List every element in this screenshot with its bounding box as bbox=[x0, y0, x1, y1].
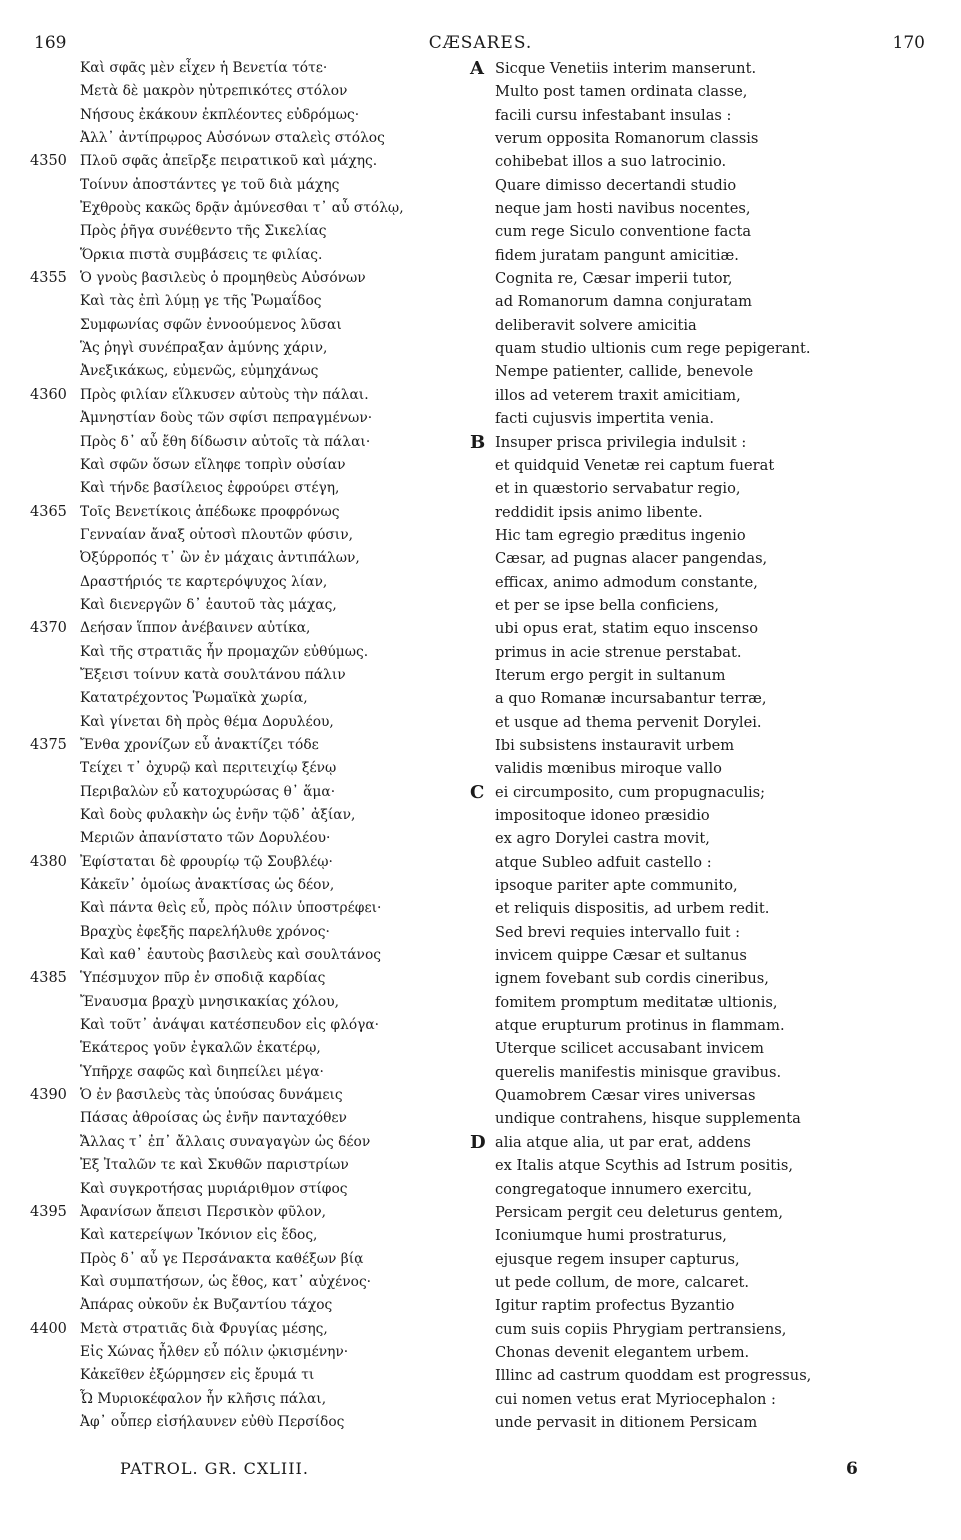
line-text: Πάσας ἀθροίσας ὡς ἐνῆν πανταχόθεν bbox=[80, 1110, 347, 1127]
line-text: Μεριῶν ἀπανίστατο τῶν Δορυλέου· bbox=[80, 830, 331, 847]
latin-verse-line bbox=[470, 360, 940, 383]
line-text: efficax, animo admodum constante, bbox=[495, 573, 758, 591]
line-text: Ἀπάρας οὐκοῦν ἐκ Βυζαντίου τάχος bbox=[80, 1297, 333, 1314]
line-text: Ἄλλας τ᾽ ἐπ᾽ ἄλλαις συναγαγὼν ὡς δέον bbox=[80, 1133, 371, 1150]
running-title: CÆSARES. bbox=[428, 33, 533, 53]
latin-verse-line bbox=[470, 244, 940, 267]
line-text: Καὶ γίνεται δὴ πρὸς θέμα Δορυλέου, bbox=[80, 713, 334, 730]
greek-verse-line bbox=[30, 290, 475, 313]
latin-verse-line bbox=[470, 1294, 940, 1317]
line-text: facili cursu infestabant insulas : bbox=[495, 106, 732, 124]
greek-verse-line bbox=[30, 1084, 475, 1107]
latin-verse-line bbox=[470, 1341, 940, 1364]
latin-verse-line bbox=[470, 617, 940, 640]
latin-verse-line bbox=[470, 1248, 940, 1271]
line-text: Δεήσαν ἵππον ἀνέβαινεν αὐτίκα, bbox=[80, 620, 311, 637]
line-text: Quamobrem Cæsar vires universas bbox=[495, 1087, 756, 1105]
greek-verse-line bbox=[30, 897, 475, 920]
line-text: Igitur raptim profectus Byzantio bbox=[495, 1297, 735, 1315]
greek-verse-line bbox=[30, 1411, 475, 1434]
verse-number: 4375 bbox=[30, 736, 67, 753]
greek-verse-line bbox=[30, 1061, 475, 1084]
line-text: Iterum ergo pergit in sultanum bbox=[495, 666, 726, 684]
latin-verse-line bbox=[470, 547, 940, 570]
line-text: primus in acie strenue perstabat. bbox=[495, 643, 742, 661]
greek-verse-line bbox=[30, 757, 475, 780]
line-text: Ἀμνηστίαν δοὺς τῶν σφίσι πεπραγμένων· bbox=[80, 410, 373, 427]
line-text: validis mœnibus miroque vallo bbox=[495, 760, 722, 778]
line-text: quam studio ultionis cum rege pepigerant. bbox=[495, 340, 811, 358]
latin-verse-line bbox=[470, 687, 940, 710]
line-text: Συμφωνίας σφῶν ἐννοούμενος λῦσαι bbox=[80, 316, 342, 333]
line-text: Καὶ καθ᾽ ἑαυτοὺς βασιλεὺς καὶ σουλτάνος bbox=[80, 947, 381, 964]
line-text: Iconiumque humi prostraturus, bbox=[495, 1227, 727, 1245]
line-text: querelis manifestis minisque gravibus. bbox=[495, 1063, 782, 1081]
greek-verse-line bbox=[30, 571, 475, 594]
latin-verse-line bbox=[470, 384, 940, 407]
greek-verse-line bbox=[30, 641, 475, 664]
line-text: reddidit ipsis animo libente. bbox=[495, 503, 703, 521]
line-text: atque erupturum protinus in flammam. bbox=[495, 1017, 785, 1035]
latin-verse-line bbox=[470, 220, 940, 243]
line-text: Τοίνυν ἀποστάντες γε τοῦ διὰ μάχης bbox=[80, 176, 340, 193]
line-text: Ἃς ῥηγὶ συνέπραξαν ἀμύνης χάριν, bbox=[80, 340, 328, 357]
greek-verse-line bbox=[30, 804, 475, 827]
greek-verse-line bbox=[30, 827, 475, 850]
greek-verse-line bbox=[30, 501, 475, 524]
line-text: Τείχει τ᾽ ὀχυρῷ καὶ περιτειχίῳ ξένῳ bbox=[80, 760, 337, 777]
line-text: Περιβαλὼν εὖ κατοχυρώσας θ᾽ ἅμα· bbox=[80, 783, 336, 800]
latin-verse-line bbox=[470, 1084, 940, 1107]
line-text: Cognita re, Cæsar imperii tutor, bbox=[495, 270, 733, 288]
line-text: Καὶ τῆς στρατιᾶς ἦν προμαχῶν εὐθύμως. bbox=[80, 643, 369, 660]
latin-verse-line bbox=[470, 1201, 940, 1224]
line-text: Καὶ κατερείψων Ἰκόνιον εἰς ἔδος, bbox=[80, 1227, 318, 1244]
greek-verse-line bbox=[30, 711, 475, 734]
footer-sheet-number: 6 bbox=[846, 1459, 858, 1479]
line-text: Καὶ τοῦτ᾽ ἀνάψαι κατέσπευδον εἰς φλόγα· bbox=[80, 1017, 380, 1034]
latin-verse-line bbox=[470, 337, 940, 360]
line-text: Sicque Venetiis interim manserunt. bbox=[495, 60, 757, 77]
line-text: deliberavit solvere amicitia bbox=[495, 316, 697, 334]
margin-letter: A bbox=[470, 58, 484, 79]
latin-verse-line bbox=[470, 874, 940, 897]
line-text: et in quæstorio servabatur regio, bbox=[495, 480, 741, 498]
margin-letter: B bbox=[470, 431, 486, 453]
greek-verse-line bbox=[30, 524, 475, 547]
greek-verse-line bbox=[30, 1271, 475, 1294]
line-text: Πρὸς δ᾽ αὖ γε Περσάνακτα καθέξων βίᾳ bbox=[80, 1250, 364, 1267]
greek-verse-line bbox=[30, 1107, 475, 1130]
line-text: Ἐφίσταται δὲ φρουρίῳ τῷ Σουβλέῳ· bbox=[80, 853, 333, 870]
greek-verse-line bbox=[30, 477, 475, 500]
latin-verse-line bbox=[470, 827, 940, 850]
line-text: Nempe patienter, callide, benevole bbox=[495, 363, 754, 381]
line-text: Πρὸς δ᾽ αὖ ἔθη δίδωσιν αὐτοῖς τὰ πάλαι· bbox=[80, 433, 371, 450]
latin-column bbox=[470, 57, 940, 1434]
line-text: ut pede collum, de more, calcaret. bbox=[495, 1273, 749, 1291]
greek-verse-line bbox=[30, 197, 475, 220]
line-text: Ἔνθα χρονίζων εὖ ἀνακτίζει τόδε bbox=[80, 736, 319, 753]
verse-number: 4365 bbox=[30, 503, 67, 520]
line-text: Sed brevi requies intervallo fuit : bbox=[495, 923, 741, 941]
line-text: et quidquid Venetæ rei captum fuerat bbox=[495, 456, 775, 474]
latin-verse-line bbox=[470, 57, 940, 80]
line-text: Ἀφ᾽ οὗπερ εἰσήλαυνεν εὐθὺ Περσίδος bbox=[80, 1413, 345, 1430]
left-page-number: 169 bbox=[34, 33, 67, 53]
line-text: et reliquis dispositis, ad urbem redit. bbox=[495, 900, 770, 918]
line-text: Καὶ συμπατήσων, ὡς ἔθος, κατ᾽ αὐχένος· bbox=[80, 1273, 372, 1290]
greek-verse-line bbox=[30, 150, 475, 173]
greek-verse-line bbox=[30, 734, 475, 757]
line-text: Ἑκάτερος γοῦν ἐγκαλῶν ἑκατέρῳ, bbox=[80, 1040, 321, 1057]
greek-verse-line bbox=[30, 104, 475, 127]
greek-verse-line bbox=[30, 360, 475, 383]
latin-verse-line bbox=[470, 1411, 940, 1434]
line-text: unde pervasit in ditionem Persicam bbox=[495, 1413, 758, 1431]
line-text: undique contrahens, hisque supplementa bbox=[495, 1110, 801, 1128]
right-page-number: 170 bbox=[892, 33, 925, 53]
latin-verse-line bbox=[470, 921, 940, 944]
latin-verse-line bbox=[470, 851, 940, 874]
greek-verse-line bbox=[30, 1224, 475, 1247]
latin-verse-line bbox=[470, 571, 940, 594]
greek-verse-line bbox=[30, 1318, 475, 1341]
latin-verse-line bbox=[470, 1131, 940, 1154]
latin-verse-line bbox=[470, 104, 940, 127]
line-text: Μετὰ δὲ μακρὸν ηὐτρεπικότες στόλον bbox=[80, 83, 348, 100]
line-text: Hic tam egregio præditus ingenio bbox=[495, 526, 746, 544]
line-text: cui nomen vetus erat Myriocephalon : bbox=[495, 1390, 776, 1408]
greek-verse-line bbox=[30, 547, 475, 570]
latin-verse-line bbox=[470, 150, 940, 173]
latin-verse-line bbox=[470, 711, 940, 734]
line-text: Ὦ Μυριοκέφαλον ἦν κλῆσις πάλαι, bbox=[80, 1390, 327, 1407]
line-text: ubi opus erat, statim equo inscenso bbox=[495, 620, 759, 638]
greek-verse-line bbox=[30, 1341, 475, 1364]
line-text: ejusque regem insuper capturus, bbox=[495, 1250, 740, 1268]
line-text: congregatoque innumero exercitu, bbox=[495, 1180, 752, 1198]
line-text: Ὑπέσμυχον πῦρ ἐν σποδιᾷ καρδίας bbox=[80, 970, 326, 987]
latin-verse-line bbox=[470, 1178, 940, 1201]
greek-verse-line bbox=[30, 454, 475, 477]
line-text: Βραχὺς ἐφεξῆς παρελήλυθε χρόνος· bbox=[80, 923, 330, 940]
line-text: Καὶ τήνδε βασίλειος ἐφρούρει στέγη, bbox=[80, 480, 340, 497]
greek-verse-line bbox=[30, 781, 475, 804]
latin-verse-line bbox=[470, 967, 940, 990]
latin-verse-line bbox=[470, 781, 940, 804]
greek-verse-line bbox=[30, 431, 475, 454]
line-text: Ἔξεισι τοίνυν κατὰ σουλτάνου πάλιν bbox=[80, 666, 346, 683]
line-text: Δραστήριός τε καρτερόψυχος λίαν, bbox=[80, 573, 328, 590]
greek-verse-line bbox=[30, 407, 475, 430]
latin-verse-line bbox=[470, 407, 940, 430]
latin-verse-line bbox=[470, 944, 940, 967]
verse-number: 4350 bbox=[30, 153, 67, 170]
latin-verse-line bbox=[470, 127, 940, 150]
greek-verse-line bbox=[30, 991, 475, 1014]
line-text: Persicam pergit ceu deleturus gentem, bbox=[495, 1203, 784, 1221]
line-text: verum opposita Romanorum classis bbox=[495, 130, 759, 148]
line-text: Uterque scilicet accusabant invicem bbox=[495, 1040, 764, 1058]
greek-verse-line bbox=[30, 874, 475, 897]
line-text: Πρὸς ῥῆγα συνέθεντο τῆς Σικελίας bbox=[80, 223, 327, 240]
line-text: Chonas devenit elegantem urbem. bbox=[495, 1343, 750, 1361]
latin-verse-line bbox=[470, 1224, 940, 1247]
line-text: fomitem promptum meditatæ ultionis, bbox=[495, 993, 778, 1011]
line-text: Ἀφανίσων ἄπεισι Περσικὸν φῦλον, bbox=[80, 1203, 327, 1220]
margin-letter: C bbox=[470, 781, 485, 803]
greek-verse-line bbox=[30, 967, 475, 990]
greek-verse-line bbox=[30, 1294, 475, 1317]
greek-verse-line bbox=[30, 1178, 475, 1201]
greek-verse-line bbox=[30, 1364, 475, 1387]
greek-verse-line bbox=[30, 127, 475, 150]
line-text: Νήσους ἐκάκουν ἐκπλέοντες εὐδρόμως· bbox=[80, 106, 360, 123]
latin-verse-line bbox=[470, 80, 940, 103]
line-text: et usque ad thema pervenit Dorylei. bbox=[495, 713, 762, 731]
line-text: Πρὸς φιλίαν εἵλκυσεν αὐτοὺς τὴν πάλαι. bbox=[80, 386, 369, 403]
latin-verse-line bbox=[470, 267, 940, 290]
latin-verse-line bbox=[470, 1364, 940, 1387]
greek-verse-line bbox=[30, 921, 475, 944]
greek-verse-line bbox=[30, 314, 475, 337]
greek-verse-line bbox=[30, 1014, 475, 1037]
line-text: ex Italis atque Scythis ad Istrum positis, bbox=[495, 1157, 793, 1175]
verse-number: 4380 bbox=[30, 853, 67, 870]
greek-verse-line bbox=[30, 1154, 475, 1177]
greek-verse-line bbox=[30, 1201, 475, 1224]
latin-verse-line bbox=[470, 1107, 940, 1130]
line-text: Ὑπῆρχε σαφῶς καὶ διηπείλει μέγα· bbox=[80, 1063, 324, 1080]
greek-column bbox=[30, 57, 475, 1434]
line-text: Κἀκεῖν᾽ ὁμοίως ἀνακτίσας ὡς δέον, bbox=[80, 877, 335, 894]
line-text: Multo post tamen ordinata classe, bbox=[495, 83, 748, 101]
line-text: Καὶ σφᾶς μὲν εἶχεν ἡ Βενετία τότε· bbox=[80, 60, 328, 76]
line-text: ex agro Dorylei castra movit, bbox=[495, 830, 710, 848]
greek-verse-line bbox=[30, 1037, 475, 1060]
line-text: neque jam hosti navibus nocentes, bbox=[495, 200, 751, 218]
line-text: Καὶ πάντα θεὶς εὖ, πρὸς πόλιν ὑποστρέφει· bbox=[80, 900, 382, 917]
latin-verse-line bbox=[470, 431, 940, 454]
line-text: a quo Romanæ incursabantur terræ, bbox=[495, 690, 767, 708]
line-text: et per se ipse bella conficiens, bbox=[495, 596, 720, 614]
latin-verse-line bbox=[470, 664, 940, 687]
line-text: Ὀξύρροπός τ᾽ ὢν ἐν μάχαις ἀντιπάλων, bbox=[80, 550, 360, 567]
latin-verse-line bbox=[470, 314, 940, 337]
verse-number: 4360 bbox=[30, 386, 67, 403]
verse-number: 4355 bbox=[30, 270, 67, 287]
line-text: Ὁ γνοὺς βασιλεὺς ὁ προμηθεὺς Αὐσόνων bbox=[80, 270, 366, 287]
latin-verse-line bbox=[470, 174, 940, 197]
greek-verse-line bbox=[30, 687, 475, 710]
line-text: Ὁ ἐν βασιλεὺς τὰς ὑπούσας δυνάμεις bbox=[80, 1087, 343, 1104]
latin-verse-line bbox=[470, 1014, 940, 1037]
margin-letter: D bbox=[470, 1131, 486, 1153]
line-text: ipsoque pariter apte communito, bbox=[495, 877, 738, 895]
latin-verse-line bbox=[470, 757, 940, 780]
verse-number: 4385 bbox=[30, 970, 67, 987]
line-text: facti cujusvis impertita venia. bbox=[495, 410, 714, 428]
line-text: Καὶ δοὺς φυλακὴν ὡς ἐνῆν τῷδ᾽ ἀξίαν, bbox=[80, 807, 356, 823]
line-text: ei circumposito, cum propugnaculis; bbox=[495, 783, 766, 801]
latin-verse-line bbox=[470, 477, 940, 500]
line-text: alia atque alia, ut par erat, addens bbox=[495, 1133, 751, 1151]
latin-verse-line bbox=[470, 197, 940, 220]
line-text: Καὶ τὰς ἐπὶ λύμῃ γε τῆς Ῥωμαΐδος bbox=[80, 293, 322, 310]
latin-verse-line bbox=[470, 454, 940, 477]
line-text: atque Subleo adfuit castello : bbox=[495, 853, 712, 871]
line-text: Τοῖς Βενετίκοις ἀπέδωκε προφρόνως bbox=[80, 503, 340, 520]
line-text: Καὶ συγκροτήσας μυριάριθμον στίφος bbox=[80, 1180, 348, 1197]
greek-verse-line bbox=[30, 220, 475, 243]
verse-number: 4390 bbox=[30, 1087, 67, 1104]
line-text: Ἀλλ᾽ ἀντίπρῳρος Αὐσόνων σταλεὶς στόλος bbox=[80, 130, 385, 147]
line-text: Ἐξ Ἰταλῶν τε καὶ Σκυθῶν παριστρίων bbox=[80, 1157, 349, 1174]
line-text: Quare dimisso decertandi studio bbox=[495, 176, 737, 194]
line-text: Πλοῦ σφᾶς ἀπεῖρξε πειρατικοῦ καὶ μάχης. bbox=[80, 153, 378, 170]
line-text: Ὅρκια πιστὰ συμβάσεις τε φιλίας. bbox=[80, 246, 323, 263]
line-text: Cæsar, ad pugnas alacer pangendas, bbox=[495, 550, 768, 568]
line-text: Ἀνεξικάκως, εὐμενῶς, εὐμηχάνως bbox=[80, 363, 319, 380]
line-text: Insuper prisca privilegia indulsit : bbox=[495, 433, 747, 451]
greek-verse-line bbox=[30, 1388, 475, 1411]
latin-verse-line bbox=[470, 1154, 940, 1177]
latin-verse-line bbox=[470, 524, 940, 547]
latin-verse-line bbox=[470, 1037, 940, 1060]
line-text: cum suis copiis Phrygiam pertransiens, bbox=[495, 1320, 787, 1338]
verse-number: 4370 bbox=[30, 620, 67, 637]
line-text: ad Romanorum damna conjuratam bbox=[495, 293, 753, 311]
greek-verse-line bbox=[30, 174, 475, 197]
latin-verse-line bbox=[470, 1318, 940, 1341]
line-text: Illinc ad castrum quoddam est progressus, bbox=[495, 1367, 812, 1385]
greek-verse-line bbox=[30, 337, 475, 360]
latin-verse-line bbox=[470, 734, 940, 757]
verse-number: 4395 bbox=[30, 1203, 67, 1220]
greek-verse-line bbox=[30, 944, 475, 967]
greek-verse-line bbox=[30, 267, 475, 290]
greek-verse-line bbox=[30, 851, 475, 874]
line-text: Καὶ διενεργῶν δ᾽ ἑαυτοῦ τὰς μάχας, bbox=[80, 596, 337, 613]
latin-verse-line bbox=[470, 804, 940, 827]
verse-number: 4400 bbox=[30, 1320, 67, 1337]
line-text: Καὶ σφῶν ὅσων εἴληφε τοπρὶν οὐσίαν bbox=[80, 456, 346, 473]
greek-verse-line bbox=[30, 1248, 475, 1271]
line-text: Μετὰ στρατιᾶς διὰ Φρυγίας μέσης, bbox=[80, 1320, 328, 1337]
latin-verse-line bbox=[470, 501, 940, 524]
latin-verse-line bbox=[470, 290, 940, 313]
line-text: ignem fovebant sub cordis cineribus, bbox=[495, 970, 769, 988]
greek-verse-line bbox=[30, 384, 475, 407]
greek-verse-line bbox=[30, 244, 475, 267]
line-text: Κατατρέχοντος Ῥωμαϊκὰ χωρία, bbox=[80, 690, 308, 707]
greek-verse-line bbox=[30, 57, 475, 80]
latin-verse-line bbox=[470, 1061, 940, 1084]
line-text: Κἀκεῖθεν ἐξώρμησεν εἰς ἔρυμά τι bbox=[80, 1367, 315, 1384]
line-text: invicem quippe Cæsar et sultanus bbox=[495, 947, 747, 965]
greek-verse-line bbox=[30, 1131, 475, 1154]
line-text: Ἔναυσμα βραχὺ μνησικακίας χόλου, bbox=[80, 993, 339, 1010]
footer-signature: PATROL. GR. CXLIII. bbox=[120, 1459, 309, 1478]
line-text: illos ad veterem traxit amicitiam, bbox=[495, 386, 741, 404]
latin-verse-line bbox=[470, 641, 940, 664]
latin-verse-line bbox=[470, 594, 940, 617]
line-text: impositoque idoneo præsidio bbox=[495, 807, 710, 824]
line-text: fidem juratam pangunt amicitiæ. bbox=[495, 246, 739, 264]
line-text: Εἰς Χώνας ἦλθεν εὖ πόλιν ᾠκισμένην· bbox=[80, 1343, 349, 1360]
greek-verse-line bbox=[30, 617, 475, 640]
line-text: cohibebat illos a suo latrocinio. bbox=[495, 153, 727, 171]
line-text: Γενναίαν ἄναξ οὑτοσὶ πλουτῶν φύσιν, bbox=[80, 526, 353, 543]
line-text: cum rege Siculo conventione facta bbox=[495, 223, 752, 241]
latin-verse-line bbox=[470, 991, 940, 1014]
latin-verse-line bbox=[470, 1388, 940, 1411]
latin-verse-line bbox=[470, 897, 940, 920]
greek-verse-line bbox=[30, 594, 475, 617]
line-text: Ibi subsistens instauravit urbem bbox=[495, 736, 735, 754]
latin-verse-line bbox=[470, 1271, 940, 1294]
line-text: Ἐχθροὺς κακῶς δρᾷν ἀμύνεσθαι τ᾽ αὖ στόλῳ, bbox=[80, 200, 404, 217]
greek-verse-line bbox=[30, 664, 475, 687]
greek-verse-line bbox=[30, 80, 475, 103]
